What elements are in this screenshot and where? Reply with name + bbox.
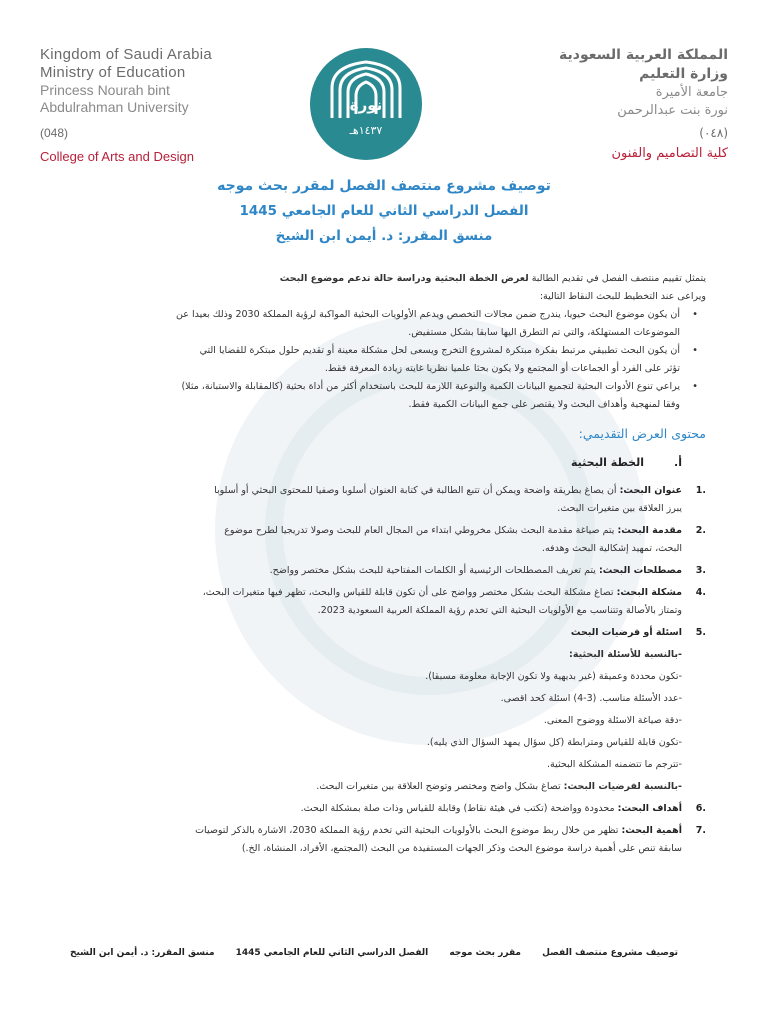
question-point: -دقة صياغة الاسئلة ووضوح المعنى. [543,715,682,726]
header-arabic-block [488,46,728,161]
item-introduction: .2 مقدمة البحث: يتم صياغة مقدمة البحث بشكل مخروطي ابتداء من المجال العام للبحث وصولا تدريجيا لطرح موضوع البحث، تمهيد إشكالية البحث وهدفه. [224,525,706,554]
college-en: College of Arts and Design [40,149,194,164]
title-main: توصيف مشروع منتصف الفصل لمقرر بحث موجه [217,178,551,194]
document-body [62,270,706,862]
title-coordinator: منسق المقرر: د. أيمن ابن الشيخ [275,228,493,244]
header-english-block [40,46,280,164]
ministry-en: Ministry of Education [40,64,186,81]
college-ar: كلية التصاميم والفنون [611,146,728,161]
kingdom-en: Kingdom of Saudi Arabia [40,46,213,63]
item-questions: .5 اسئلة أو فرضيات البحث [570,627,706,638]
question-point: -عدد الأسئلة مناسب. (3-4) اسئلة كحد اقصى. [500,693,682,704]
bullet-item: • يراعي تنوع الأدوات البحثية لتجميع البيانات الكمية والنوعية اللازمة للبحث باستخدام أكثر من أداة بحثية (كالمقابلة والاستبانة، مثلا) وفقا لمنهجية وأهداف البحث ولا يقتصر على جمع البيانات الكمية فقط. [62,378,706,414]
intro-planning: ويراعى عند التخطيط للبحث النقاط التالية: [539,291,706,302]
bullet-item: • أن يكون البحث تطبيقي مرتبط بفكرة مبتكرة لمشروع التخرج ويسعى لحل مشكلة معينة أو تقديم حلول مبتكرة للقضايا التي تؤثر على الفرد أو الجماعات أو المجتمع ولا يكون بحثا علميا نظريا غايته زيادة المعرفة فقط. [62,342,706,378]
intro-paragraph: يتمثل تقييم منتصف الفصل في تقديم الطالبة لعرض الخطة البحثية ودراسة حالة تدعم موضوع البحث [279,273,706,284]
item-terms: .3 مصطلحات البحث: يتم تعريف المصطلحات الرئيسية أو الكلمات المفتاحية للبحث بشكل مختصر وواضح. [269,565,706,576]
code-ar: (٠٤٨) [699,126,728,140]
university-logo [310,48,422,160]
logo-year: ١٤٣٧هـ [349,124,383,137]
university-en-line1: Princess Nourah bint [40,82,170,98]
hypotheses-line: -بالنسبة لفرضيات البحث: تصاغ بشكل واضح ومختصر وتوضح العلاقة بين متغيرات البحث. [316,781,682,792]
code-en: (048) [40,126,69,140]
footer-coordinator: منسق المقرر: د. أيمن ابن الشيخ [70,948,215,958]
item-objectives: .6 أهداف البحث: محدودة وواضحة (تكتب في هيئة نقاط) وقابلة للقياس وذات صلة بمشكلة البحث. [300,803,706,814]
title-semester: الفصل الدراسي الثاني للعام الجامعي 1445 [239,203,529,219]
document-titles [100,174,668,249]
ministry-ar: وزارة التعليم [639,66,728,82]
questions-heading: -بالنسبة للأسئلة البحثية: [569,649,682,660]
university-ar-line2: نورة بنت عبدالرحمن [617,103,728,118]
university-ar-line1: جامعة الأميرة [655,85,728,100]
logo-text: نورة [349,96,383,114]
section-title: محتوى العرض التقديمي: [578,426,706,441]
item-problem: .4 مشكلة البحث: تصاغ مشكلة البحث بشكل مختصر وواضح على أن تكون قابلة للقياس والبحث، تظهر فيها متغيرات البحث، وتمتاز بالأصالة وتتناسب مع الأولويات البحثية التي تخدم رؤية المملكة العربية السعودية 2023. [202,587,706,616]
question-point: -تكون قابلة للقياس ومترابطة (كل سؤال يمهد السؤال الذي يليه). [426,737,682,748]
page-footer [70,948,678,958]
item-importance: .7 أهمية البحث: تظهر من خلال ربط موضوع البحث بالأولويات البحثية التي تخدم رؤية المملكة 2030، الاشارة بالذكر لتوصيات سابقة تنص على أهمية دراسة موضوع البحث وذكر الجهات المستفيدة من البحث (المجتمع، الأفراد، المنشاة، الخ.) [195,825,706,854]
question-point: -تترجم ما تتضمنه المشكلة البحثية. [546,759,682,770]
plan-items [62,482,706,858]
kingdom-ar: المملكة العربية السعودية [559,47,728,63]
planning-bullets [62,306,706,414]
item-research-title: .1 عنوان البحث: أن يصاغ بطريقة واضحة ويمكن أن تتبع الطالبة في كتابة العنوان أسلوبا وصفيا للمحتوى البحثي أو أسلوبا يبرز العلاقة بين متغيرات البحث. [214,485,706,514]
subsection-title: أ.الخطة البحثية [62,454,706,472]
bullet-item: • أن يكون موضوع البحث حيويا، يندرج ضمن مجالات التخصص ويدعم الأولويات البحثية المواكبة لرؤية المملكة 2030 وذلك بعيدا عن الموضوعات المستهلكة، والتي تم التطرق اليها سابقا بشكل مستفيض. [62,306,706,342]
question-point: -تكون محددة وعميقة (غير بديهية ولا تكون الإجابة معلومة مسبقا). [425,671,682,682]
footer-project: توصيف مشروع منتصف الفصل [542,948,678,958]
intro-bold: لعرض الخطة البحثية ودراسة حالة تدعم موضوع البحث [279,273,529,284]
university-en-line2: Abdulrahman University [40,99,189,115]
subsection-number: أ. [674,456,682,469]
footer-semester: الفصل الدراسي الثاني للعام الجامعي 1445 [235,948,429,958]
footer-course: مقرر بحث موجه [449,948,521,958]
